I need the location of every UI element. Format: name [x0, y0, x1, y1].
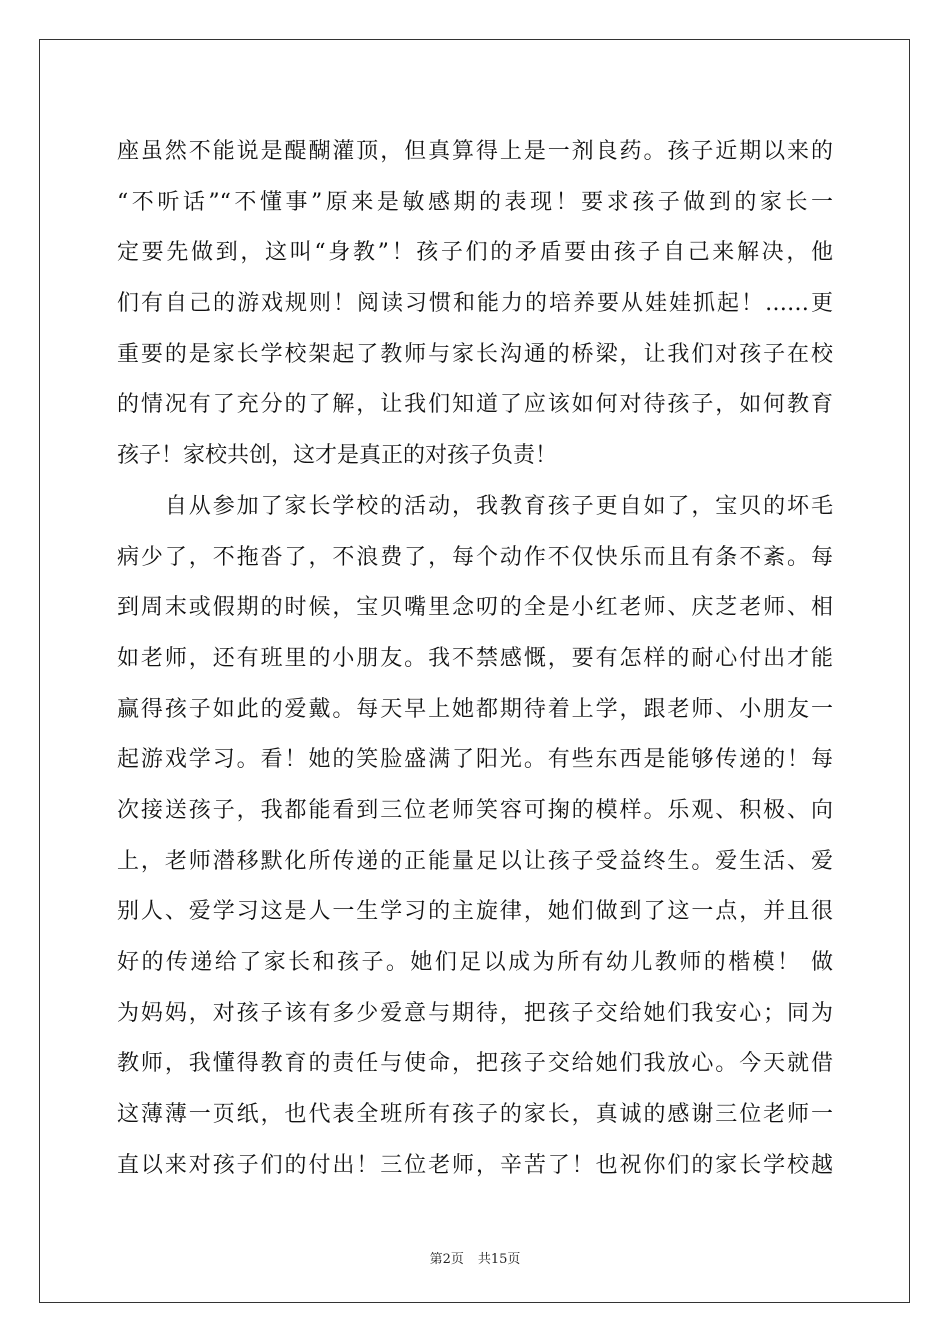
- page-number: 第2页: [429, 1252, 464, 1267]
- text-line: “不听话”“不懂事”原来是敏感期的表现！要求孩子做到的家长一: [117, 189, 833, 215]
- body-text: [117, 127, 833, 1191]
- text-line: 们有自己的游戏规则！阅读习惯和能力的培养要从娃娃抓起！……更: [117, 291, 833, 317]
- page-footer: [0, 1248, 950, 1267]
- text-line: 自从参加了家长学校的活动，我教育孩子更自如了，宝贝的坏毛: [117, 493, 833, 519]
- text-line: 病少了，不拖沓了，不浪费了，每个动作不仅快乐而且有条不紊。每: [117, 544, 833, 570]
- text-line: 座虽然不能说是醍醐灌顶，但真算得上是一剂良药。孩子近期以来的: [117, 139, 833, 164]
- text-line: 赢得孩子如此的爱戴。每天早上她都期待着上学，跟老师、小朋友一: [117, 696, 833, 722]
- text-line: 次接送孩子，我都能看到三位老师笑容可掬的模样。乐观、积极、向: [117, 797, 833, 823]
- text-line: 重要的是家长学校架起了教师与家长沟通的桥梁，让我们对孩子在校: [117, 341, 833, 367]
- text-line: 别人、爱学习这是人一生学习的主旋律，她们做到了这一点，并且很: [117, 899, 833, 925]
- text-line: 如老师，还有班里的小朋友。我不禁感慨，要有怎样的耐心付出才能: [117, 645, 833, 671]
- text-line: 定要先做到，这叫“身教”！孩子们的矛盾要由孩子自己来解决，他: [117, 240, 833, 266]
- text-line: 上，老师潜移默化所传递的正能量足以让孩子受益终生。爱生活、爱: [117, 848, 833, 874]
- text-line: 这薄薄一页纸，也代表全班所有孩子的家长，真诚的感谢三位老师一: [117, 1102, 833, 1128]
- text-line: 孩子！家校共创，这才是真正的对孩子负责！: [117, 443, 558, 469]
- text-line: 直以来对孩子们的付出！三位老师，辛苦了！也祝你们的家长学校越: [117, 1152, 833, 1178]
- text-line: 到周末或假期的时候，宝贝嘴里念叨的全是小红老师、庆芝老师、相: [117, 595, 833, 621]
- text-line: 好的传递给了家长和孩子。她们足以成为所有幼儿教师的楷模！ 做: [117, 950, 833, 975]
- text-line: 为妈妈，对孩子该有多少爱意与期待，把孩子交给她们我安心；同为: [117, 1000, 833, 1026]
- page-total: 共15页: [477, 1252, 521, 1267]
- text-line: 起游戏学习。看！她的笑脸盛满了阳光。有些东西是能够传递的！每: [117, 747, 833, 773]
- text-line: 的情况有了充分的了解，让我们知道了应该如何对待孩子，如何教育: [117, 392, 833, 418]
- text-line: 教师，我懂得教育的责任与使命，把孩子交给她们我放心。今天就借: [117, 1051, 833, 1077]
